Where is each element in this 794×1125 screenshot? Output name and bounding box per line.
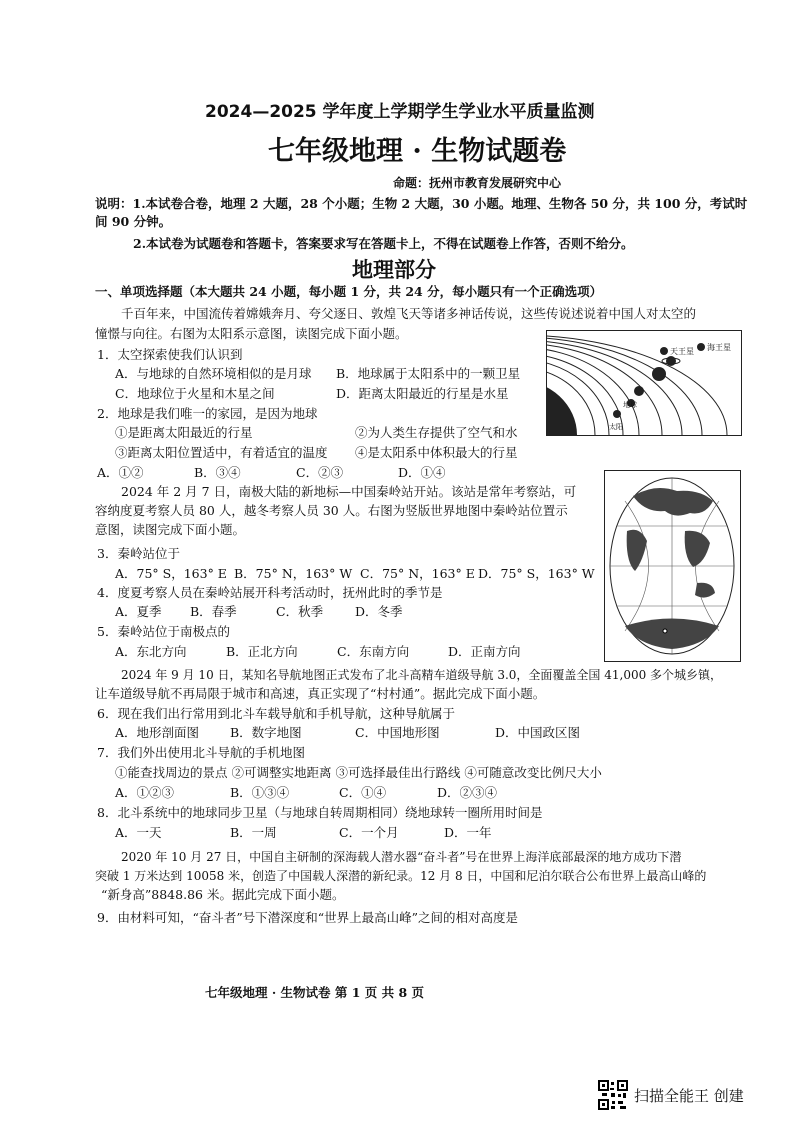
q5-option-b: B．正北方向 — [226, 644, 298, 659]
q4-stem: 4．度夏考察人员在秦岭站展开科考活动时，抚州此时的季节是 — [97, 585, 443, 600]
q1-option-a: A．与地球的自然环境相似的是月球 — [115, 366, 312, 381]
uranus-dot — [660, 347, 668, 355]
q8-stem: 8．北斗系统中的地球同步卫星（与地球自转周期相同）绕地球转一圈所用时间是 — [97, 805, 543, 820]
q3-option-a: A．75° S，163° E — [115, 566, 227, 581]
q7-stem: 7．我们外出使用北斗导航的手机地图 — [97, 745, 305, 760]
q8-option-a: A．一天 — [115, 825, 162, 840]
solar-system-diagram — [547, 331, 741, 435]
passage-4-line-3: “新身高”8848.86 米。据此完成下面小题。 — [101, 887, 345, 902]
q1-option-b: B．地球属于太阳系中的一颗卫星 — [336, 366, 521, 381]
q2-option-b: B．③④ — [194, 465, 241, 480]
q8-option-b: B．一周 — [230, 825, 277, 840]
scanner-watermark: 扫描全能王 创建 — [634, 1087, 744, 1105]
note-1a: 说明：1.本试卷合卷，地理 2 大题，28 个小题；生物 2 大题，30 小题。地理、生物各 50 分，共 100 分，考试时 — [95, 196, 748, 211]
q2-statement-3: ③距离太阳位置适中，有着适宜的温度 — [115, 445, 328, 460]
q4-option-b: B．春季 — [190, 604, 237, 619]
q6-option-d: D．中国政区图 — [495, 725, 581, 740]
passage-3-line-2: 让车道级导航不再局限于城市和高速，真正实现了“村村通”。据此完成下面小题。 — [95, 686, 546, 701]
q8-option-d: D．一年 — [444, 825, 492, 840]
q2-option-c: C．②③ — [296, 465, 344, 480]
note-2: 2.本试卷为试题卷和答题卡，答案要求写在答题卡上，不得在试题卷上作答，否则不给分。 — [133, 236, 634, 251]
vertical-world-map — [605, 471, 740, 661]
q2-stem: 2．地球是我们唯一的家园，是因为地球 — [97, 406, 318, 421]
q1-option-d: D．距离太阳最近的行星是水星 — [336, 386, 509, 401]
q6-stem: 6．现在我们出行常用到北斗车载导航和手机导航，这种导航属于 — [97, 706, 455, 721]
q5-option-c: C．东南方向 — [337, 644, 410, 659]
q2-option-d: D．①④ — [398, 465, 446, 480]
passage-2-line-3: 意图，读图完成下面小题。 — [95, 522, 246, 537]
q3-option-b: B．75° N，163° W — [234, 566, 353, 581]
q4-option-a: A．夏季 — [115, 604, 162, 619]
q8-option-c: C．一个月 — [339, 825, 399, 840]
q2-statement-1: ①是距离太阳最近的行星 — [115, 425, 253, 440]
q3-option-d: D．75° S，163° W — [478, 566, 595, 581]
page-footer: 七年级地理 · 生物试卷 第 1 页 共 8 页 — [205, 985, 425, 1000]
saturn-dot — [666, 356, 676, 366]
planet-dot — [634, 386, 644, 396]
qinling-station-marker — [663, 629, 667, 633]
q2-option-a: A．①② — [97, 465, 144, 480]
label-sun-small: 太阳 — [609, 423, 623, 431]
section-title: 地理部分 — [352, 257, 436, 282]
q7-statements: ①能查找周边的景点 ②可调整实地距离 ③可选择最佳出行路线 ④可随意改变比例尺大小 — [115, 765, 602, 780]
q9-stem: 9．由材料可知，“奋斗者”号下潜深度和“世界上最高山峰”之间的相对高度是 — [97, 910, 519, 925]
passage-3-line-1: 2024 年 9 月 10 日，某知名导航地图正式发布了北斗高精车道级导航 3.0，全面覆盖全国 41,000 多个城乡镇， — [121, 668, 723, 682]
q2-statement-4: ④是太阳系中体积最大的行星 — [355, 445, 518, 460]
passage-1-line-1: 千百年来，中国流传着嫦娥奔月、夸父逐日、敦煌飞天等诸多神话传说，这些传说述说着中国人对太空的 — [121, 306, 697, 321]
label-earth: 地球 — [623, 401, 637, 409]
q6-option-c: C．中国地形图 — [355, 725, 440, 740]
q7-option-b: B．①③④ — [230, 785, 290, 800]
q3-stem: 3．秦岭站位于 — [97, 546, 180, 561]
jupiter-dot — [652, 367, 666, 381]
label-uranus: 天王星 — [670, 347, 694, 356]
page-title: 七年级地理 · 生物试题卷 — [268, 136, 567, 167]
solar-system-figure — [546, 330, 742, 436]
exam-session-title: 2024—2025 学年度上学期学生学业水平质量监测 — [205, 102, 595, 122]
note-1b: 间 90 分钟。 — [95, 214, 172, 229]
label-neptune: 海王星 — [707, 343, 731, 352]
q3-option-c: C．75° N，163° E — [360, 566, 475, 581]
passage-4-line-1: 2020 年 10 月 27 日，中国自主研制的深海载人潜水器“奋斗者”号在世界上海洋底部最深的地方成功下潜 — [121, 850, 682, 864]
q5-stem: 5．秦岭站位于南极点的 — [97, 624, 230, 639]
neptune-dot — [697, 343, 705, 351]
q7-option-c: C．①④ — [339, 785, 387, 800]
author-line: 命题：抚州市教育发展研究中心 — [393, 176, 562, 190]
passage-1-line-2: 憧憬与向往。右图为太阳系示意图，读图完成下面小题。 — [95, 326, 408, 341]
world-map-figure — [604, 470, 741, 662]
passage-2-line-1: 2024 年 2 月 7 日，南极大陆的新地标—中国秦岭站开站。该站是常年考察站，可 — [121, 484, 577, 499]
q5-option-a: A．东北方向 — [115, 644, 187, 659]
q1-option-c: C．地球位于火星和木星之间 — [115, 386, 275, 401]
q1-stem: 1．太空探索使我们认识到 — [97, 347, 243, 362]
q6-option-a: A．地形剖面图 — [115, 725, 200, 740]
q7-option-a: A．①②③ — [115, 785, 175, 800]
q4-option-c: C．秋季 — [276, 604, 324, 619]
q7-option-d: D．②③④ — [437, 785, 498, 800]
passage-2-line-2: 容纳度夏考察人员 80 人，越冬考察人员 30 人。右图为竖版世界地图中秦岭站位置示 — [95, 503, 568, 518]
passage-4-line-2: 突破 1 万米达到 10058 米，创造了中国载人深潜的新纪录。12 月 8 日，中国和尼泊尔联合公布世界上最高山峰的 — [95, 869, 707, 883]
qr-code-icon — [598, 1080, 628, 1110]
part-heading: 一、单项选择题（本大题共 24 小题，每小题 1 分，共 24 分，每小题只有一个正确选项） — [95, 284, 603, 299]
q6-option-b: B．数字地图 — [230, 725, 302, 740]
q2-statement-2: ②为人类生存提供了空气和水 — [355, 425, 518, 440]
q5-option-d: D．正南方向 — [448, 644, 521, 659]
planet-dot — [613, 410, 621, 418]
q4-option-d: D．冬季 — [355, 604, 403, 619]
